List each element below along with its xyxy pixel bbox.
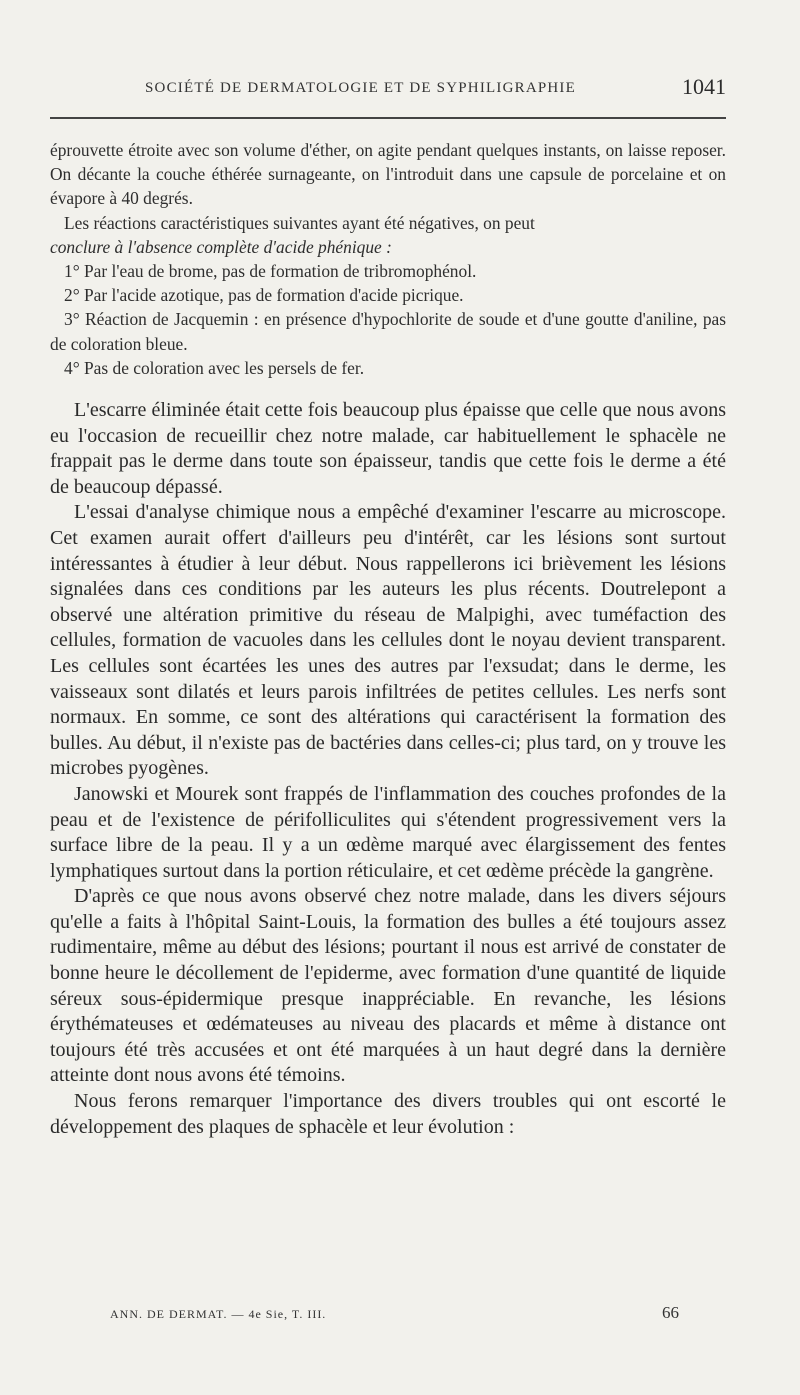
running-head: SOCIÉTÉ DE DERMATOLOGIE ET DE SYPHILIGRAPHIE xyxy=(145,80,576,96)
header-rule xyxy=(50,117,726,119)
body-paragraph: Janowski et Mourek sont frappés de l'inflammation des couches profondes de la peau et de l'existence de périfolliculites qui s'étendent progressivement vers la surface libre de la peau. Il y a un œdème marqué avec élargissement des fentes lymphatiques surtout dans la portion réticulaire, et cet œdème précède la gangrène. xyxy=(50,782,726,882)
small-print-section xyxy=(50,138,726,380)
journal-reference: ANN. DE DERMAT. — 4e Sie, T. III. xyxy=(110,1307,327,1321)
small-paragraph: Les réactions caractéristiques suivantes ayant été négatives, on peut xyxy=(64,212,535,233)
page-header xyxy=(50,74,726,104)
test-item: 1° Par l'eau de brome, pas de formation de tribromophénol. xyxy=(64,261,477,282)
body-paragraph: L'escarre éliminée était cette fois beaucoup plus épaisse que celle que nous avons eu l'occasion de recueillir chez notre malade, car habituellement le sphacèle ne frappait pas le derme dans toute son épaisseur, tandis que cette fois le derme a été de beaucoup dépassé. xyxy=(50,399,726,498)
body-paragraph: Nous ferons remarquer l'importance des divers troubles qui ont escorté le développement des plaques de sphacèle et leur évolution : xyxy=(50,1090,726,1138)
small-paragraph-italic: conclure à l'absence complète d'acide phénique : xyxy=(50,236,392,257)
signature-mark: 66 xyxy=(662,1303,679,1322)
main-text-section xyxy=(50,398,726,1140)
page-footer xyxy=(50,1303,726,1325)
test-item: 2° Par l'acide azotique, pas de formation d'acide picrique. xyxy=(64,285,464,306)
test-item: 4° Pas de coloration avec les persels de fer. xyxy=(64,357,365,378)
small-paragraph: éprouvette étroite avec son volume d'éther, on agite pendant quelques instants, on laisse reposer. On décante la couche éthérée surnageante, on l'introduit dans une capsule de porcelaine et on évapore à 40 degrés. xyxy=(50,140,726,209)
body-paragraph: D'après ce que nous avons observé chez notre malade, dans les divers séjours qu'elle a faits à l'hôpital Saint-Louis, la formation des bulles a été toujours assez rudimentaire, même au début des lésions; pourtant il nous est arrivé de constater de bonne heure le décollement de l'epiderme, avec formation d'une quantité de liquide séreux sous-épidermique presque inappréciable. En revanche, les lésions érythémateuses et œdémateuses au niveau des placards et même à distance ont toujours été très accusées et ont été marquées à un haut degré dans la dernière atteinte dont nous avons été témoins. xyxy=(50,885,726,1087)
test-item: 3° Réaction de Jacquemin : en présence d'hypochlorite de soude et d'une goutte d'aniline, pas de coloration bleue. xyxy=(50,309,726,354)
body-paragraph: L'essai d'analyse chimique nous a empêché d'examiner l'escarre au microscope. Cet examen aurait offert d'ailleurs peu d'intérêt, car les lésions sont surtout intéressantes à étudier à leur début. Nous rappellerons ici brièvement les lésions signalées dans ces conditions par les auteurs les plus récents. Doutrelepont a observé une altération primitive du réseau de Malpighi, avec tuméfaction des cellules, formation de vacuoles dans les cellules dont le noyau devient transparent. Les cellules sont écartées les unes des autres par l'exsudat; dans le derme, les vaisseaux sont dilatés et leurs parois infiltrées de petites cellules. Les nerfs sont normaux. En somme, ce sont des altérations qui caractérisent la formation des bulles. Au début, il n'existe pas de bactéries dans celles-ci; plus tard, on y trouve les microbes pyogènes. xyxy=(50,501,726,780)
page-number: 1041 xyxy=(682,74,726,99)
